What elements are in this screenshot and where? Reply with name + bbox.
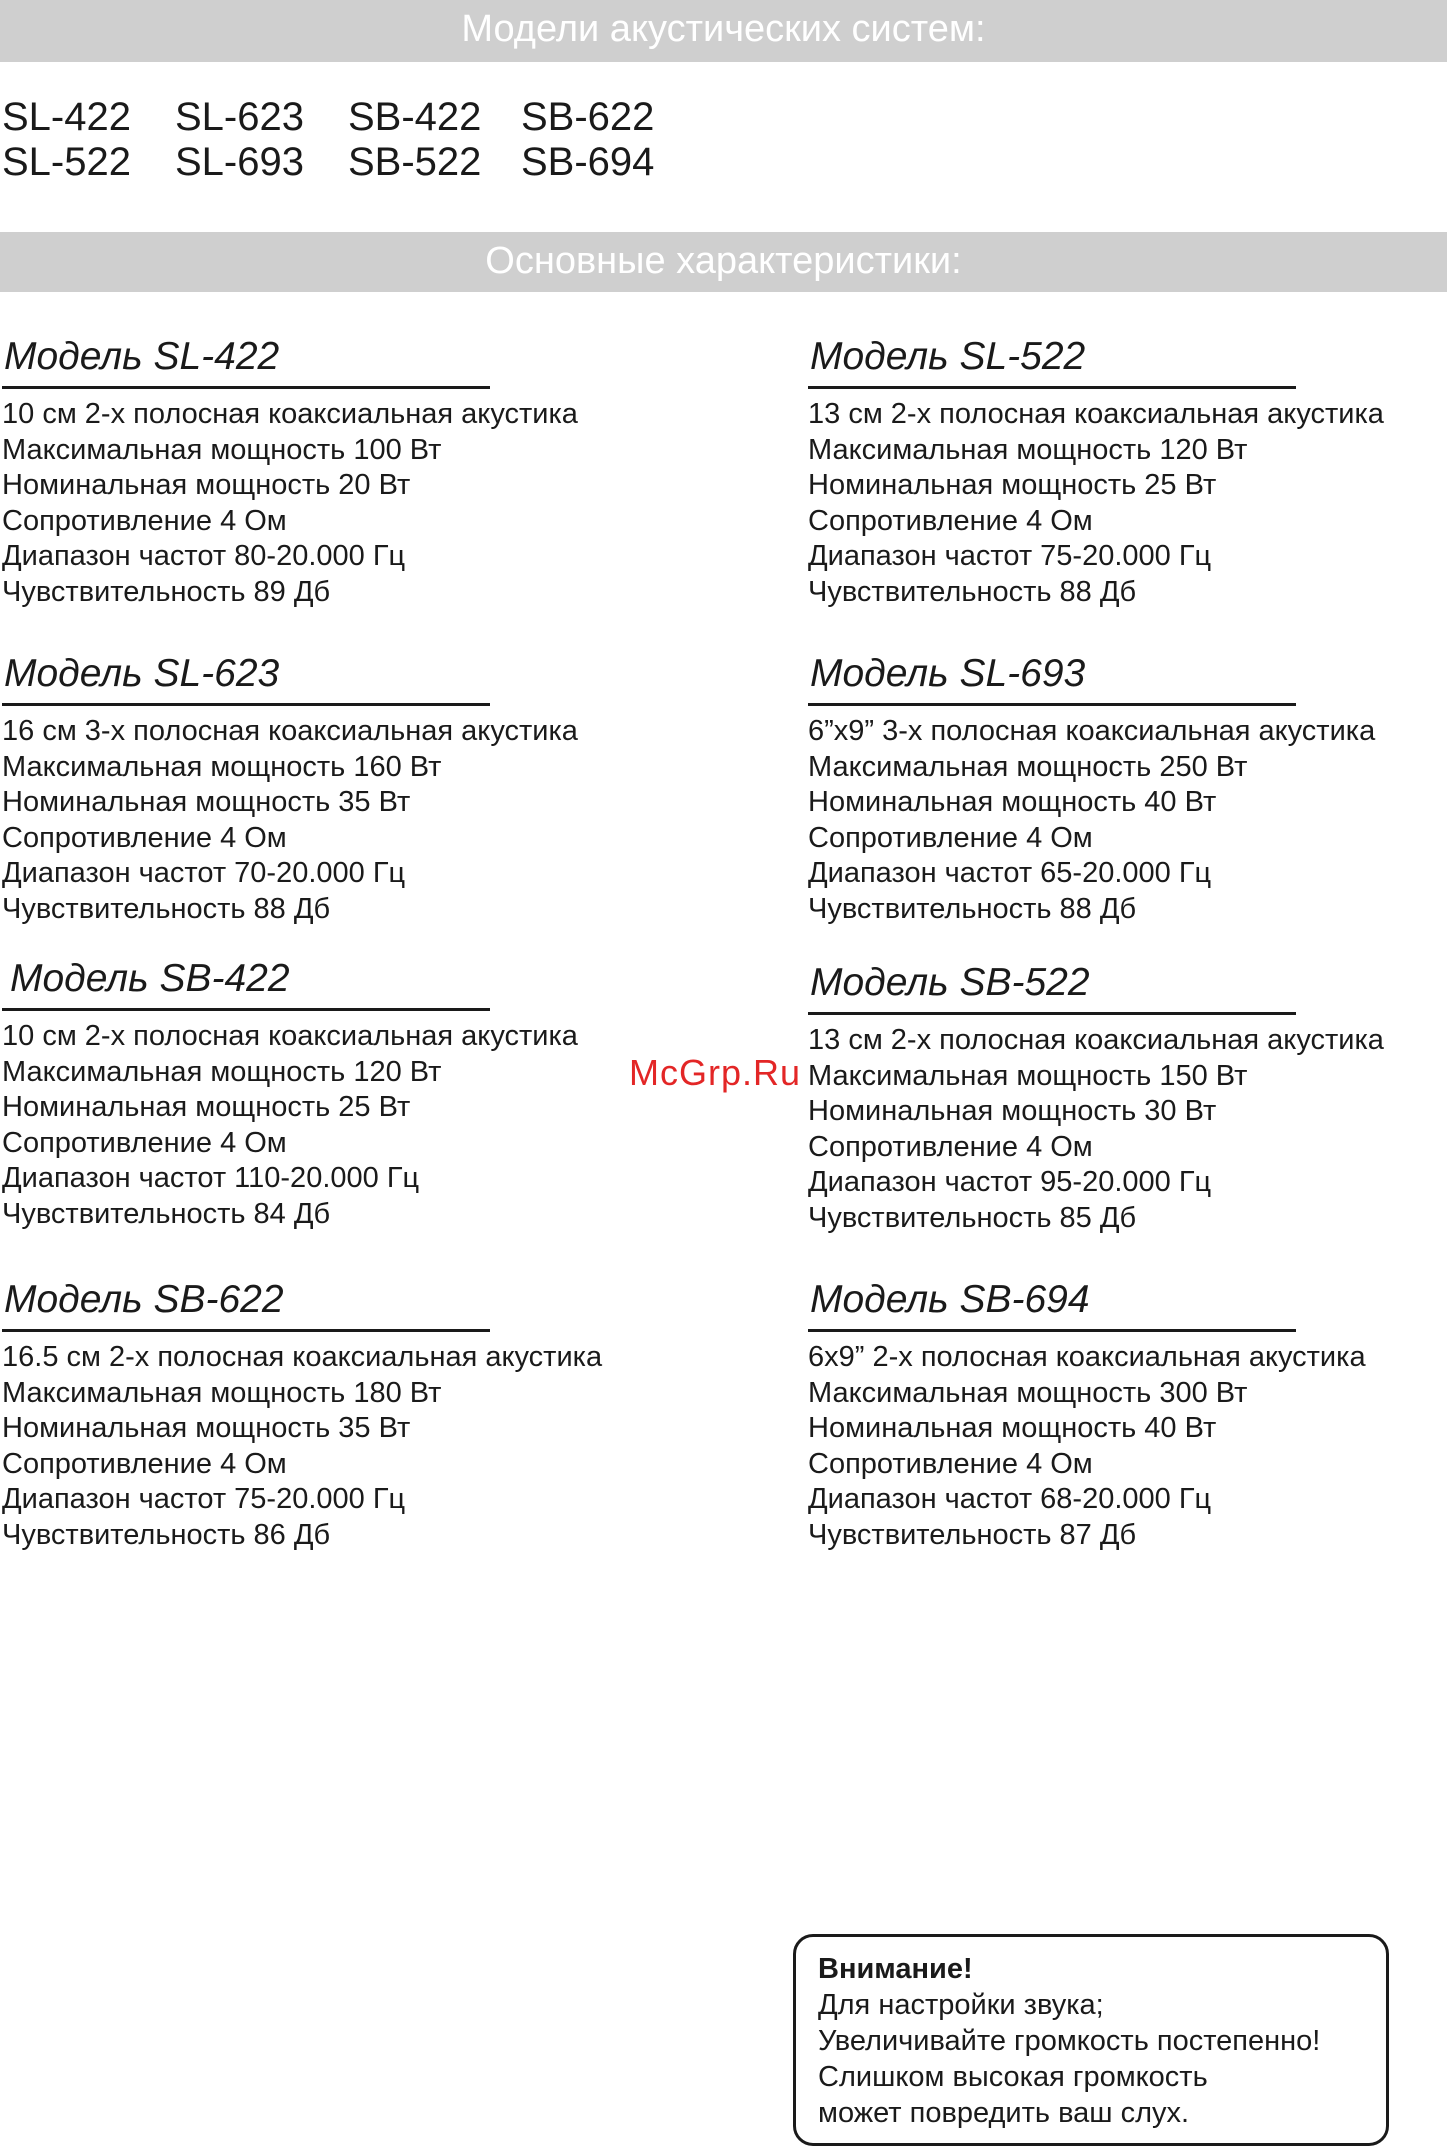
- spec-impedance: Сопротивление 4 Ом: [808, 821, 1093, 854]
- warning-line: Слишком высокая громкость: [818, 2061, 1208, 2093]
- spec-max-power: Максимальная мощность 180 Вт: [2, 1376, 442, 1409]
- models-header-title: Модели акустических систем:: [461, 8, 986, 50]
- spec-sensitivity: Чувствительность 89 Дб: [2, 575, 331, 608]
- model-code: SB-694: [521, 140, 655, 184]
- spec-impedance: Сопротивление 4 Ом: [2, 821, 287, 854]
- spec-title: Модель SB-622: [4, 1278, 284, 1321]
- spec-title: Модель SB-522: [810, 961, 1090, 1004]
- warning-line: Увеличивайте громкость постепенно!: [818, 2025, 1321, 2057]
- warning-title: Внимание!: [818, 1953, 973, 1985]
- spec-block-sb-422: [2, 956, 802, 1233]
- title-rule: [2, 1329, 490, 1332]
- model-code: SL-422: [2, 95, 131, 139]
- spec-max-power: Максимальная мощность 300 Вт: [808, 1376, 1248, 1409]
- spec-block-sl-623: [2, 651, 802, 928]
- spec-max-power: Максимальная мощность 150 Вт: [808, 1059, 1248, 1092]
- title-rule: [2, 386, 490, 389]
- spec-frequency-range: Диапазон частот 110-20.000 Гц: [2, 1162, 420, 1195]
- models-list: [2, 95, 694, 185]
- spec-frequency-range: Диапазон частот 75-20.000 Гц: [2, 1483, 406, 1516]
- spec-block-sl-693: [808, 651, 1447, 928]
- title-rule: [808, 1329, 1296, 1332]
- model-code: SL-522: [2, 140, 131, 184]
- warning-line: Для настройки звука;: [818, 1989, 1104, 2021]
- spec-impedance: Сопротивление 4 Ом: [808, 504, 1093, 537]
- specs-header-band: [0, 232, 1447, 292]
- spec-block-sb-522: [808, 960, 1447, 1237]
- title-rule: [2, 703, 490, 706]
- spec-type: 13 см 2-х полосная коаксиальная акустика: [808, 1024, 1384, 1056]
- spec-impedance: Сопротивление 4 Ом: [808, 1130, 1093, 1163]
- spec-title: Модель SB-694: [810, 1278, 1090, 1321]
- model-code: SB-522: [348, 140, 482, 184]
- spec-max-power: Максимальная мощность 120 Вт: [2, 1055, 442, 1088]
- specs-header-title: Основные характеристики:: [485, 240, 962, 282]
- title-rule: [808, 386, 1296, 389]
- warning-box: [793, 1934, 1389, 2146]
- spec-max-power: Максимальная мощность 120 Вт: [808, 433, 1248, 466]
- spec-impedance: Сопротивление 4 Ом: [2, 1126, 287, 1159]
- spec-nominal-power: Номинальная мощность 25 Вт: [2, 1091, 411, 1124]
- spec-type: 16 см 3-х полосная коаксиальная акустика: [2, 715, 578, 747]
- spec-impedance: Сопротивление 4 Ом: [2, 504, 287, 537]
- spec-title: Модель SL-422: [4, 335, 280, 378]
- spec-block-sl-522: [808, 334, 1447, 611]
- spec-nominal-power: Номинальная мощность 40 Вт: [808, 1412, 1217, 1445]
- spec-sensitivity: Чувствительность 84 Дб: [2, 1197, 331, 1230]
- spec-title: Модель SL-693: [810, 652, 1086, 695]
- model-code: SB-422: [348, 95, 482, 139]
- spec-max-power: Максимальная мощность 160 Вт: [2, 750, 442, 783]
- spec-frequency-range: Диапазон частот 65-20.000 Гц: [808, 857, 1212, 890]
- spec-frequency-range: Диапазон частот 80-20.000 Гц: [2, 540, 406, 573]
- spec-type: 10 см 2-х полосная коаксиальная акустика: [2, 1020, 578, 1052]
- spec-sensitivity: Чувствительность 86 Дб: [2, 1518, 331, 1551]
- spec-sensitivity: Чувствительность 85 Дб: [808, 1201, 1137, 1234]
- spec-nominal-power: Номинальная мощность 30 Вт: [808, 1095, 1217, 1128]
- watermark: McGrp.Ru: [629, 1052, 802, 1093]
- spec-type: 6”х9” 3-х полосная коаксиальная акустика: [808, 715, 1376, 747]
- spec-nominal-power: Номинальная мощность 40 Вт: [808, 786, 1217, 819]
- spec-block-sl-422: [2, 334, 802, 611]
- spec-nominal-power: Номинальная мощность 35 Вт: [2, 786, 411, 819]
- spec-max-power: Максимальная мощность 100 Вт: [2, 433, 442, 466]
- spec-title: Модель SL-522: [810, 335, 1086, 378]
- spec-nominal-power: Номинальная мощность 35 Вт: [2, 1412, 411, 1445]
- title-rule: [808, 703, 1296, 706]
- spec-type: 16.5 см 2-х полосная коаксиальная акустика: [2, 1341, 603, 1373]
- models-header-band: [0, 0, 1447, 62]
- title-rule: [2, 1008, 490, 1011]
- spec-block-sb-622: [2, 1277, 802, 1554]
- spec-frequency-range: Диапазон частот 70-20.000 Гц: [2, 857, 406, 890]
- spec-frequency-range: Диапазон частот 75-20.000 Гц: [808, 540, 1212, 573]
- spec-nominal-power: Номинальная мощность 25 Вт: [808, 469, 1217, 502]
- spec-type: 10 см 2-х полосная коаксиальная акустика: [2, 398, 578, 430]
- spec-type: 6x9” 2-х полосная коаксиальная акустика: [808, 1341, 1366, 1373]
- warning-line: может повредить ваш слух.: [818, 2097, 1190, 2129]
- spec-impedance: Сопротивление 4 Ом: [2, 1447, 287, 1480]
- spec-max-power: Максимальная мощность 250 Вт: [808, 750, 1248, 783]
- spec-sensitivity: Чувствительность 87 Дб: [808, 1518, 1137, 1551]
- title-rule: [808, 1012, 1296, 1015]
- spec-impedance: Сопротивление 4 Ом: [808, 1447, 1093, 1480]
- model-code: SB-622: [521, 95, 655, 139]
- model-code: SL-623: [175, 95, 304, 139]
- spec-frequency-range: Диапазон частот 95-20.000 Гц: [808, 1166, 1212, 1199]
- spec-block-sb-694: [808, 1277, 1447, 1554]
- spec-nominal-power: Номинальная мощность 20 Вт: [2, 469, 411, 502]
- spec-sensitivity: Чувствительность 88 Дб: [808, 892, 1137, 925]
- model-code: SL-693: [175, 140, 304, 184]
- spec-title: Модель SB-422: [10, 957, 290, 1000]
- spec-sensitivity: Чувствительность 88 Дб: [808, 575, 1137, 608]
- spec-sensitivity: Чувствительность 88 Дб: [2, 892, 331, 925]
- spec-type: 13 см 2-х полосная коаксиальная акустика: [808, 398, 1384, 430]
- spec-frequency-range: Диапазон частот 68-20.000 Гц: [808, 1483, 1212, 1516]
- spec-title: Модель SL-623: [4, 652, 280, 695]
